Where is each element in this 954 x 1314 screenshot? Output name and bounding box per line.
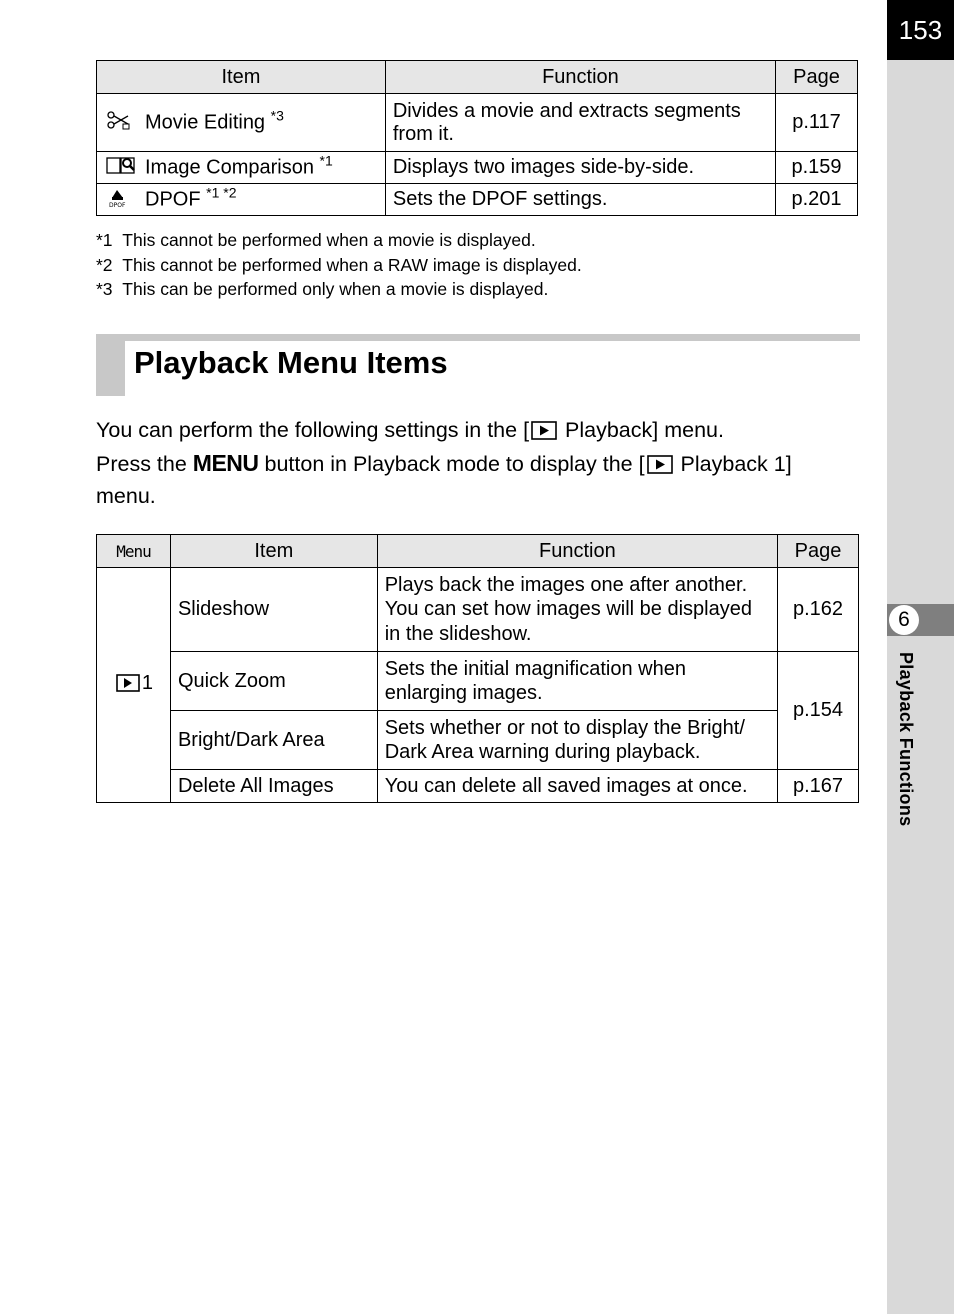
tab-number: 1 bbox=[141, 672, 154, 695]
page-cell: p.167 bbox=[778, 770, 859, 803]
footnotes bbox=[96, 228, 582, 302]
item-cell bbox=[97, 184, 386, 216]
function-cell: Plays back the images one after another. You can set how images will be displayed in the slideshow. bbox=[377, 568, 777, 652]
header-function: Function bbox=[385, 61, 775, 94]
svg-text:DPOF: DPOF bbox=[109, 201, 126, 208]
function-cell: You can delete all saved images at once. bbox=[377, 770, 777, 803]
footnote bbox=[96, 277, 582, 302]
footnote-mark: *2 bbox=[96, 254, 113, 275]
function-cell: Divides a movie and extracts segments from it. bbox=[385, 94, 775, 152]
playback-icon bbox=[116, 674, 140, 699]
header-function: Function bbox=[377, 535, 777, 568]
page-cell: p.117 bbox=[776, 94, 858, 152]
table-row bbox=[97, 568, 859, 652]
footnote-text: This cannot be performed when a movie is displayed. bbox=[122, 230, 536, 250]
header-item: Item bbox=[170, 535, 377, 568]
table-row bbox=[97, 652, 859, 711]
item-cell: Quick Zoom bbox=[170, 652, 377, 711]
table-row bbox=[97, 152, 858, 184]
item-cell: Bright/Dark Area bbox=[170, 711, 377, 770]
playback-icon bbox=[531, 419, 557, 449]
intro-paragraph bbox=[96, 416, 866, 512]
menu-button-label: MENU bbox=[192, 449, 259, 476]
chapter-number: 6 bbox=[889, 605, 919, 635]
intro-text: Playback] menu. bbox=[559, 418, 724, 442]
footnote bbox=[96, 253, 582, 278]
image-compare-icon bbox=[106, 155, 136, 181]
heading-block bbox=[96, 334, 125, 396]
function-cell: Displays two images side-by-side. bbox=[385, 152, 775, 184]
table-row bbox=[97, 184, 858, 216]
scissors-icon bbox=[106, 109, 136, 137]
page-cell: p.154 bbox=[778, 652, 859, 770]
item-label: Movie Editing bbox=[145, 110, 266, 133]
page-cell: p.159 bbox=[776, 152, 858, 184]
intro-text: button in Playback mode to display the [ bbox=[258, 451, 645, 476]
header-page: Page bbox=[778, 535, 859, 568]
table-header-row bbox=[97, 61, 858, 94]
table-row bbox=[97, 94, 858, 152]
menu-tab-cell bbox=[97, 568, 171, 803]
note-mark: *1 bbox=[319, 152, 333, 169]
heading-bar bbox=[96, 334, 860, 341]
item-cell bbox=[97, 152, 386, 184]
footnote-text: This cannot be performed when a RAW image is displayed. bbox=[122, 254, 582, 275]
item-cell: Slideshow bbox=[170, 568, 377, 652]
item-label: Image Comparison bbox=[145, 155, 314, 178]
chapter-title: Playback Functions bbox=[896, 652, 916, 827]
footnote-mark: *1 bbox=[96, 230, 113, 250]
note-mark: *1 *2 bbox=[206, 184, 237, 201]
page-cell: p.162 bbox=[778, 568, 859, 652]
table-row bbox=[97, 711, 859, 770]
table-header-row bbox=[97, 535, 859, 568]
table-row bbox=[97, 770, 859, 803]
footnote bbox=[96, 228, 582, 253]
function-cell: Sets the DPOF settings. bbox=[385, 184, 775, 216]
function-cell: Sets the initial magnification when enlarging images. bbox=[377, 652, 777, 711]
item-cell bbox=[97, 94, 386, 152]
intro-text: Playback 1] bbox=[674, 451, 792, 476]
playback-icon bbox=[647, 453, 673, 483]
intro-text: You can perform the following settings in the [ bbox=[96, 418, 530, 442]
item-cell: Delete All Images bbox=[170, 770, 377, 803]
page-cell: p.201 bbox=[776, 184, 858, 216]
footnote-mark: *3 bbox=[96, 279, 113, 299]
note-mark: *3 bbox=[270, 107, 284, 124]
header-page: Page bbox=[776, 61, 858, 94]
page-number: 153 bbox=[887, 0, 954, 60]
dpof-icon bbox=[106, 186, 136, 214]
intro-text: menu. bbox=[96, 484, 156, 508]
function-cell: Sets whether or not to display the Bright/ Dark Area warning during playback. bbox=[377, 711, 777, 770]
playback-menu-table bbox=[96, 534, 859, 803]
header-menu: Menu bbox=[97, 535, 171, 568]
section-title: Playback Menu Items bbox=[134, 345, 448, 380]
header-item: Item bbox=[97, 61, 386, 94]
functions-table bbox=[96, 60, 858, 216]
intro-text: Press the bbox=[96, 451, 193, 476]
item-label: DPOF bbox=[145, 187, 201, 210]
footnote-text: This can be performed only when a movie is displayed. bbox=[122, 279, 549, 299]
